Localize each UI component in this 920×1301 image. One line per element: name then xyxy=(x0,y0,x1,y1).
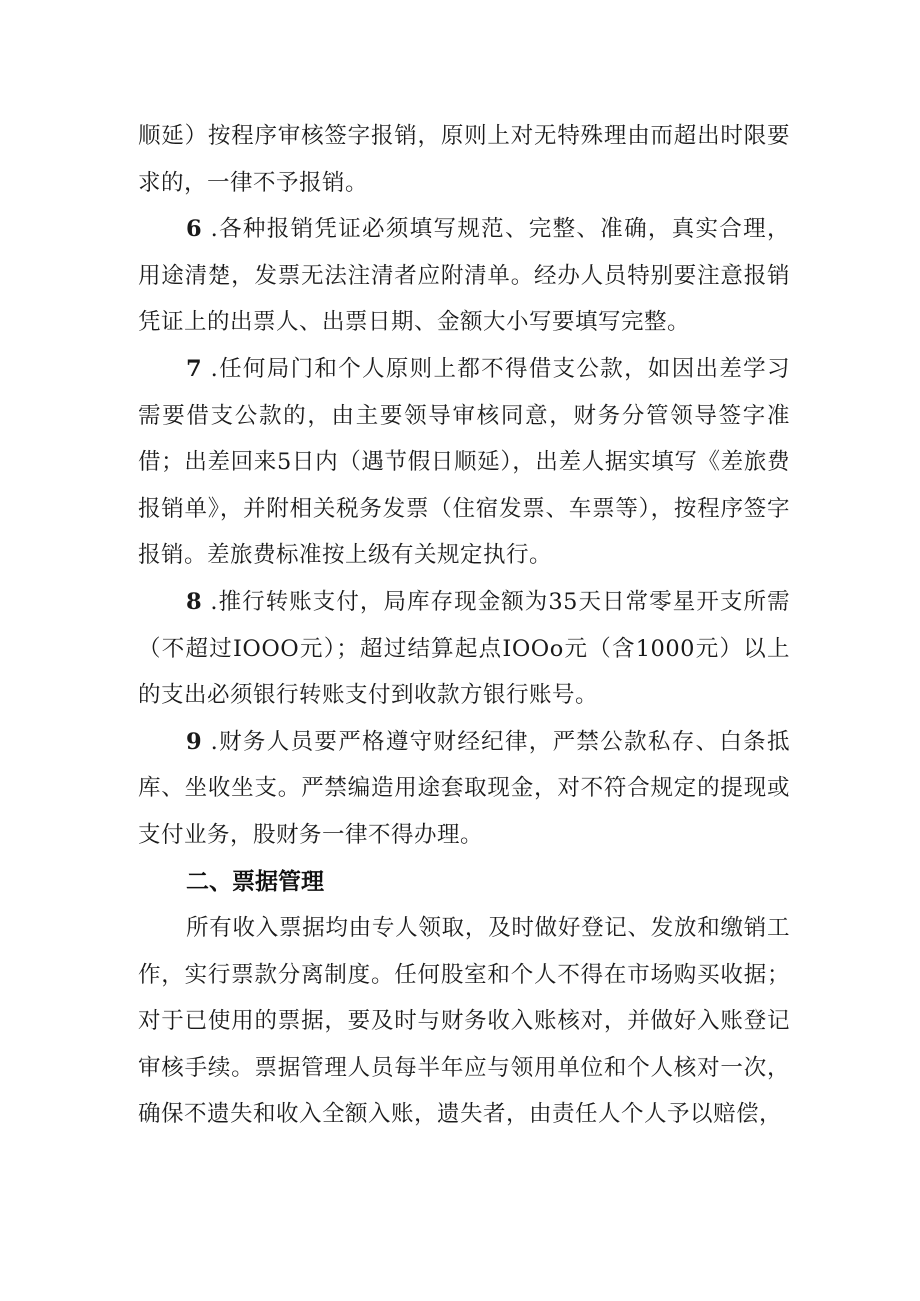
paragraph-text: 顺延）按程序审核签字报销，原则上对无特殊理由而超出时限要求的，一律不予报销。 xyxy=(138,123,790,196)
section-body-paragraph: 所有收入票据均由专人领取，及时做好登记、发放和缴销工作，实行票款分离制度。任何股室和个人不得在市场购买收据；对于已使用的票据，要及时与财务收入账核对，并做好入账登记审核手续。票据管理人员每半年应与领用单位和个人核对一次，确保不遗失和收入全额入账，遗失者，由责任人个人予以赔偿， xyxy=(138,915,790,1128)
section-heading: 二、票据管理 xyxy=(186,868,324,895)
paragraph-item-6 xyxy=(138,206,790,346)
item-number: 8 xyxy=(186,588,203,615)
item-number: 7 xyxy=(186,355,203,382)
paragraph-continuation xyxy=(138,113,790,206)
paragraph-text: .各种报销凭证必须填写规范、完整、准确，真实合理，用途清楚，发票无法注清者应附清单。经办人员特别要注意报销凭证上的出票人、出票日期、金额大小写要填写完整。 xyxy=(138,216,791,336)
paragraph-text: .财务人员要严格遵守财经纪律，严禁公款私存、白条抵库、坐收坐支。严禁编造用途套取现金，对不符合规定的提现或支付业务，股财务一律不得办理。 xyxy=(138,728,791,848)
paragraph-text: .推行转账支付，局库存现金额为35天日常零星开支所需（不超过IOOO元）；超过结算起点IOOo元（含1000元）以上的支出必须银行转账支付到收款方银行账号。 xyxy=(138,588,790,709)
paragraph-item-9 xyxy=(138,719,790,859)
document-body xyxy=(138,113,790,1138)
paragraph-item-8 xyxy=(138,579,790,719)
item-number: 9 xyxy=(186,728,203,755)
paragraph-item-7 xyxy=(138,346,790,579)
paragraph-text: .任何局门和个人原则上都不得借支公款，如因出差学习需要借支公款的，由主要领导审核同意，财务分管领导签字准借；出差回来5日内（遇节假日顺延），出差人据实填写《差旅费报销单》，并附相关税务发票（住宿发票、车票等），按程序签字报销。差旅费标准按上级有关规定执行。 xyxy=(138,355,791,569)
item-number: 6 xyxy=(186,216,203,243)
